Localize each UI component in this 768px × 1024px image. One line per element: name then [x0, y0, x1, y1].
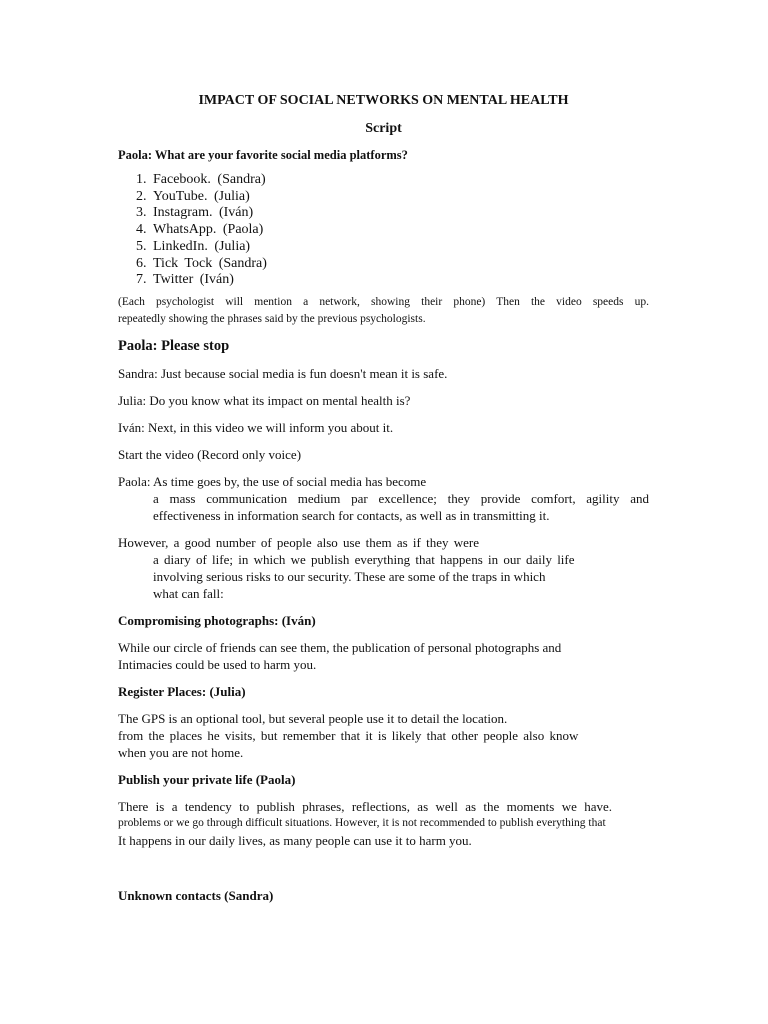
paragraph-line: from the places he visits, but remember that it is likely that other people also know: [118, 727, 579, 743]
section-heading-places: Register Places: (Julia): [118, 683, 246, 699]
paola-stop-heading: Paola: Please stop: [118, 337, 230, 354]
list-item: 3. Instagram. (Iván): [153, 205, 649, 222]
sandra-line: Sandra: Just because social media is fun doesn't mean it is safe.: [118, 365, 448, 381]
paragraph-line: There is a tendency to publish phrases, reflections, as well as the moments we have.: [118, 798, 612, 814]
paragraph-line: Paola: As time goes by, the use of social media has become: [118, 473, 427, 489]
list-item: 5. LinkedIn. (Julia): [153, 239, 649, 256]
section-body-places: [118, 710, 649, 761]
paragraph-line: problems or we go through difficult situations. However, it is not recommended to publish everything that: [118, 816, 606, 829]
stage-note-line: (Each psychologist will mention a network, showing their phone) Then the video speeds up.: [118, 295, 649, 308]
paragraph-line: However, a good number of people also use them as if they were: [118, 534, 480, 550]
section-heading-private-life: Publish your private life (Paola): [118, 771, 296, 787]
paragraph-line: The GPS is an optional tool, but several people use it to detail the location.: [118, 710, 508, 726]
list-item: 2. YouTube. (Julia): [153, 189, 649, 206]
paragraph-line: when you are not home.: [118, 744, 244, 760]
paragraph-line: Intimacies could be used to harm you.: [118, 656, 317, 672]
ivan-line: Iván: Next, in this video we will inform you about it.: [118, 419, 394, 435]
paragraph-line: a diary of life; in which we publish everything that happens in our daily life: [153, 551, 575, 567]
start-video-line: Start the video (Record only voice): [118, 446, 302, 462]
question-line: Paola: What are your favorite social media platforms?: [118, 148, 408, 162]
paola-intro-paragraph: [118, 473, 649, 524]
paragraph-line: what can fall:: [153, 585, 224, 601]
document-subtitle: Script: [365, 121, 402, 136]
list-item: 7. Twitter (Iván): [153, 272, 649, 289]
section-heading-photographs: Compromising photographs: (Iván): [118, 612, 316, 628]
list-item: 6. Tick Tock (Sandra): [153, 256, 649, 273]
paragraph-line: involving serious risks to our security. These are some of the traps in which: [153, 568, 546, 584]
stage-note-line: repeatedly showing the phrases said by the previous psychologists.: [118, 312, 426, 325]
paragraph-line: It happens in our daily lives, as many people can use it to harm you.: [118, 832, 472, 848]
stage-note: [118, 294, 649, 328]
section-body-photographs: [118, 639, 649, 673]
platforms-list: [118, 172, 649, 289]
julia-line: Julia: Do you know what its impact on mental health is?: [118, 392, 411, 408]
section-heading-unknown-contacts: Unknown contacts (Sandra): [118, 887, 274, 903]
however-paragraph: [118, 534, 649, 602]
paragraph-line: While our circle of friends can see them, the publication of personal photographs and: [118, 639, 562, 655]
list-item: 1. Facebook. (Sandra): [153, 172, 649, 189]
paragraph-line: a mass communication medium par excellence; they provide comfort, agility and: [153, 490, 649, 506]
paragraph-line: effectiveness in information search for contacts, as well as in transmitting it.: [153, 507, 550, 523]
document-title: IMPACT OF SOCIAL NETWORKS ON MENTAL HEALTH: [198, 93, 569, 108]
list-item: 4. WhatsApp. (Paola): [153, 222, 649, 239]
document-page: [118, 92, 649, 914]
section-body-private-life: [118, 798, 649, 849]
